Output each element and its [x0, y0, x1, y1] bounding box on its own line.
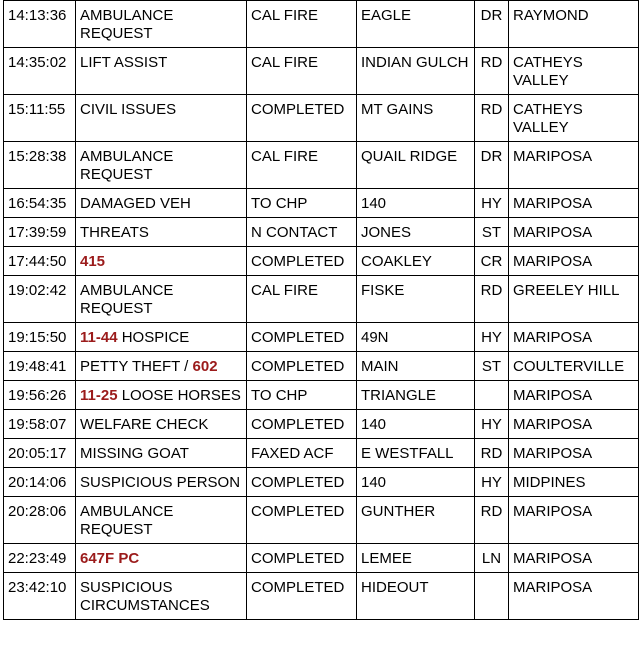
call-type-text: DAMAGED VEH: [80, 195, 191, 212]
call-disposition: COMPLETED: [247, 410, 357, 439]
call-disposition: COMPLETED: [247, 247, 357, 276]
call-disposition: CAL FIRE: [247, 48, 357, 95]
call-disposition: CAL FIRE: [247, 276, 357, 323]
call-type-code-after: 602: [192, 358, 218, 375]
call-type: [76, 189, 247, 218]
call-type-code: 11-25: [80, 387, 118, 404]
call-street: LEMEE: [357, 544, 475, 573]
call-street-suffix: RD: [475, 95, 509, 142]
call-time: 23:42:10: [4, 573, 76, 620]
call-street: MT GAINS: [357, 95, 475, 142]
call-time: 16:54:35: [4, 189, 76, 218]
call-type-text: THREATS: [80, 224, 149, 241]
call-type-text: LIFT ASSIST: [80, 54, 168, 71]
call-time: 17:44:50: [4, 247, 76, 276]
call-type-text: MISSING GOAT: [80, 445, 189, 462]
call-disposition: COMPLETED: [247, 323, 357, 352]
table-row: [4, 276, 639, 323]
call-type: [76, 468, 247, 497]
table-row: [4, 218, 639, 247]
call-type: [76, 439, 247, 468]
call-type: [76, 142, 247, 189]
call-street-suffix: HY: [475, 323, 509, 352]
table-row: [4, 247, 639, 276]
call-disposition: COMPLETED: [247, 95, 357, 142]
call-street: 140: [357, 410, 475, 439]
table-row: [4, 1, 639, 48]
call-type: [76, 497, 247, 544]
call-street: TRIANGLE: [357, 381, 475, 410]
call-time: 22:23:49: [4, 544, 76, 573]
call-city: MARIPOSA: [509, 381, 639, 410]
call-type-code: 647F PC: [80, 550, 140, 567]
call-street: 49N: [357, 323, 475, 352]
call-street: MAIN: [357, 352, 475, 381]
call-log-body: [4, 1, 639, 620]
call-street: JONES: [357, 218, 475, 247]
call-time: 19:02:42: [4, 276, 76, 323]
call-city: MARIPOSA: [509, 573, 639, 620]
call-type: [76, 410, 247, 439]
call-city: MARIPOSA: [509, 410, 639, 439]
call-city: MIDPINES: [509, 468, 639, 497]
table-row: [4, 48, 639, 95]
call-type-text: AMBULANCE REQUEST: [80, 148, 174, 183]
call-disposition: TO CHP: [247, 381, 357, 410]
call-type-code: 11-44: [80, 329, 118, 346]
table-row: [4, 468, 639, 497]
call-street-suffix: CR: [475, 247, 509, 276]
call-type-text: SUSPICIOUS PERSON: [80, 474, 241, 491]
call-street: QUAIL RIDGE: [357, 142, 475, 189]
call-type-text: HOSPICE: [121, 329, 190, 346]
call-disposition: TO CHP: [247, 189, 357, 218]
call-type-code: 415: [80, 253, 106, 270]
call-city: MARIPOSA: [509, 218, 639, 247]
call-type-text: PETTY THEFT /: [80, 358, 193, 375]
call-type-text: SUSPICIOUS CIRCUMSTANCES: [80, 579, 210, 614]
call-time: 19:56:26: [4, 381, 76, 410]
call-time: 19:48:41: [4, 352, 76, 381]
table-row: [4, 497, 639, 544]
call-street-suffix: ST: [475, 352, 509, 381]
call-disposition: COMPLETED: [247, 352, 357, 381]
call-street-suffix: RD: [475, 439, 509, 468]
call-log-table: [3, 0, 639, 620]
call-street-suffix: RD: [475, 276, 509, 323]
call-city: GREELEY HILL: [509, 276, 639, 323]
call-time: 19:15:50: [4, 323, 76, 352]
call-city: MARIPOSA: [509, 439, 639, 468]
call-type: [76, 323, 247, 352]
call-type-text: LOOSE HORSES: [121, 387, 241, 404]
call-street-suffix: DR: [475, 142, 509, 189]
call-disposition: COMPLETED: [247, 468, 357, 497]
call-type-text: AMBULANCE REQUEST: [80, 282, 174, 317]
call-type: [76, 573, 247, 620]
table-row: [4, 544, 639, 573]
call-disposition: COMPLETED: [247, 573, 357, 620]
call-street-suffix: RD: [475, 48, 509, 95]
call-street-suffix: [475, 381, 509, 410]
table-row: [4, 439, 639, 468]
call-type: [76, 276, 247, 323]
call-disposition: CAL FIRE: [247, 142, 357, 189]
call-disposition: N CONTACT: [247, 218, 357, 247]
table-row: [4, 573, 639, 620]
call-type: [76, 48, 247, 95]
call-street-suffix: DR: [475, 1, 509, 48]
call-city: COULTERVILLE: [509, 352, 639, 381]
call-time: 17:39:59: [4, 218, 76, 247]
call-time: 20:28:06: [4, 497, 76, 544]
call-street: E WESTFALL: [357, 439, 475, 468]
call-time: 20:05:17: [4, 439, 76, 468]
call-street: HIDEOUT: [357, 573, 475, 620]
call-street-suffix: ST: [475, 218, 509, 247]
call-city: MARIPOSA: [509, 323, 639, 352]
call-type: [76, 247, 247, 276]
table-row: [4, 142, 639, 189]
call-time: 15:28:38: [4, 142, 76, 189]
call-street: COAKLEY: [357, 247, 475, 276]
call-time: 19:58:07: [4, 410, 76, 439]
call-time: 14:35:02: [4, 48, 76, 95]
call-street: 140: [357, 189, 475, 218]
table-row: [4, 410, 639, 439]
call-time: 14:13:36: [4, 1, 76, 48]
call-disposition: COMPLETED: [247, 497, 357, 544]
call-city: MARIPOSA: [509, 497, 639, 544]
table-row: [4, 189, 639, 218]
call-type-text: CIVIL ISSUES: [80, 101, 177, 118]
call-type-text: WELFARE CHECK: [80, 416, 209, 433]
call-disposition: FAXED ACF: [247, 439, 357, 468]
call-city: CATHEYS VALLEY: [509, 48, 639, 95]
call-street-suffix: LN: [475, 544, 509, 573]
table-row: [4, 381, 639, 410]
call-city: MARIPOSA: [509, 544, 639, 573]
call-street: 140: [357, 468, 475, 497]
call-type: [76, 95, 247, 142]
call-street: GUNTHER: [357, 497, 475, 544]
call-time: 15:11:55: [4, 95, 76, 142]
table-row: [4, 95, 639, 142]
call-city: CATHEYS VALLEY: [509, 95, 639, 142]
call-type: [76, 352, 247, 381]
call-street: INDIAN GULCH: [357, 48, 475, 95]
call-street-suffix: HY: [475, 410, 509, 439]
call-street: EAGLE: [357, 1, 475, 48]
call-time: 20:14:06: [4, 468, 76, 497]
call-type: [76, 544, 247, 573]
call-type-text: AMBULANCE REQUEST: [80, 503, 174, 538]
call-street: FISKE: [357, 276, 475, 323]
call-type: [76, 381, 247, 410]
call-city: MARIPOSA: [509, 247, 639, 276]
table-row: [4, 323, 639, 352]
call-street-suffix: HY: [475, 468, 509, 497]
call-disposition: COMPLETED: [247, 544, 357, 573]
call-type-text: AMBULANCE REQUEST: [80, 7, 174, 42]
call-type: [76, 218, 247, 247]
call-street-suffix: RD: [475, 497, 509, 544]
call-street-suffix: [475, 573, 509, 620]
call-city: MARIPOSA: [509, 142, 639, 189]
call-street-suffix: HY: [475, 189, 509, 218]
table-row: [4, 352, 639, 381]
call-disposition: CAL FIRE: [247, 1, 357, 48]
call-city: MARIPOSA: [509, 189, 639, 218]
call-type: [76, 1, 247, 48]
call-city: RAYMOND: [509, 1, 639, 48]
